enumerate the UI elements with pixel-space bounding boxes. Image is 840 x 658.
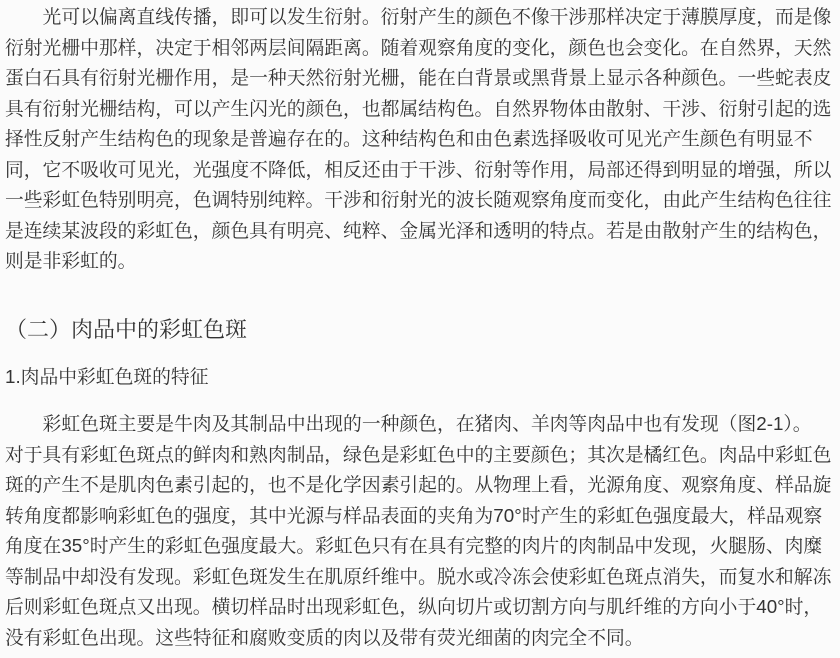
text-line: 择性反射产生结构色的现象是普遍存在的。这种结构色和由色素选择吸收可见光产生颜色有明显不 <box>5 128 813 149</box>
text-line: 同，它不吸收可见光，光强度不降低，相反还由于干涉、衍射等作用，局部还得到明显的增强，所以 <box>5 158 832 180</box>
text-line: 衍射光栅中那样，决定于相邻两层间隔距离。随着观察角度的变化，颜色也会变化。在自然界，天然 <box>5 36 832 58</box>
text-line: 斑的产生不是肌肉色素引起的，也不是化学因素引起的。从物理上看，光源角度、观察角度、样品旋 <box>5 474 832 495</box>
text-line: 光可以偏离直线传播，即可以发生衍射。衍射产生的颜色不像干涉那样决定于薄膜厚度，而是像 <box>5 6 832 27</box>
paragraph-rainbow-spots <box>5 409 840 653</box>
section-heading: （二）肉品中的彩虹色斑 <box>5 316 248 342</box>
text-line: 彩虹色斑主要是牛肉及其制品中出现的一种颜色，在猪肉、羊肉等肉品中也有发现（图2-1）。 <box>5 413 812 434</box>
text-line: 对于具有彩虹色斑点的鲜肉和熟肉制品，绿色是彩虹色中的主要颜色；其次是橘红色。肉品中彩虹色 <box>5 443 832 465</box>
text-line: 等制品中却没有发现。彩虹色斑发生在肌原纤维中。脱水或冷冻会使彩虹色斑点消失，而复水和解冻 <box>5 565 832 587</box>
text-line: 没有彩虹色出现。这些特征和腐败变质的肉以及带有荧光细菌的肉完全不同。 <box>5 626 644 648</box>
text-line: 则是非彩虹的。 <box>5 250 137 271</box>
text-line: 转角度都影响彩虹色的强度，其中光源与样品表面的夹角为70°时产生的彩虹色强度最大，样品观察 <box>5 504 823 526</box>
text-line: 后则彩虹色斑点又出现。横切样品时出现彩虹色，纵向切片或切割方向与肌纤维的方向小于40°时， <box>5 596 823 617</box>
text-line: 蛋白石具有衍射光栅作用，是一种天然衍射光栅，能在白背景或黑背景上显示各种颜色。一些蛇表皮 <box>5 67 832 88</box>
text-line: 是连续某波段的彩虹色，颜色具有明亮、纯粹、金属光泽和透明的特点。若是由散射产生的结构色， <box>5 219 832 241</box>
text-line: 具有衍射光栅结构，可以产生闪光的颜色，也都属结构色。自然界物体由散射、干涉、衍射引起的选 <box>5 97 832 119</box>
article-content <box>5 2 840 653</box>
paragraph-structural-color <box>5 2 840 277</box>
subsection-heading: 1.肉品中彩虹色斑的特征 <box>5 365 209 387</box>
text-line: 一些彩虹色特别明亮，色调特别纯粹。干涉和衍射光的波长随观察角度而变化，由此产生结构色往往 <box>5 189 832 210</box>
text-line: 角度在35°时产生的彩虹色强度最大。彩虹色只有在具有完整的肉片的肉制品中发现，火腿肠、肉糜 <box>5 535 823 556</box>
